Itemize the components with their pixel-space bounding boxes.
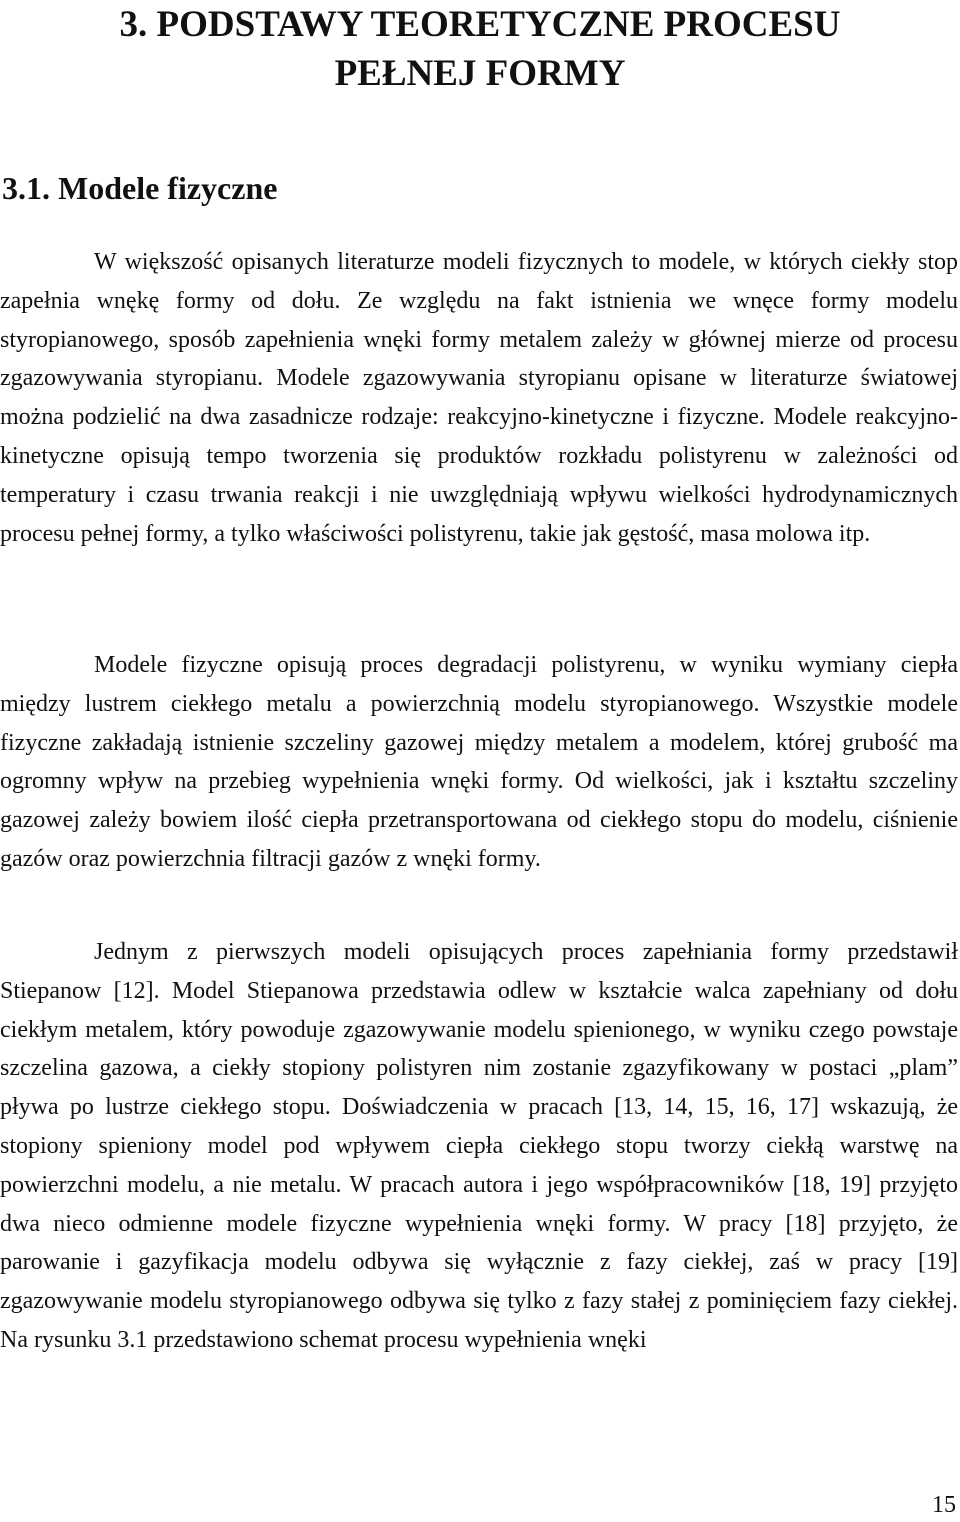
paragraph-2: Modele fizyczne opisują proces degradacji polistyrenu, w wyniku wymiany ciepła między lustrem ciekłego metalu a powierzchnią modelu styropianowego. Wszystkie modele fizyczne zakładają istnienie szczeliny gazowej między metalem a modelem, której grubość ma ogromny wpływ na przebieg wypełnienia wnęki formy. Od wielkości, jak i kształtu szczeliny gazowej zależy bowiem ilość ciepła przetransportowana od ciekłego stopu do modelu, ciśnienie gazów oraz powierzchnia filtracji gazów z wnęki formy.	[0, 652, 958, 872]
chapter-title	[0, 0, 960, 98]
page-number: 15	[932, 1492, 956, 1518]
paragraph-1: W większość opisanych literaturze modeli fizycznych to modele, w których ciekły stop zapełnia wnękę formy od dołu. Ze względu na fakt istnienia we wnęce formy modelu styropianowego, sposób zapełnienia wnęki formy metalem zależy w głównej mierze od procesu zgazowywania styropianu. Modele zgazowywania styropianu opisane w literaturze światowej można podzielić na dwa zasadnicze rodzaje: reakcyjno-kinetyczne i fizyczne. Modele reakcyjno-kinetyczne opisują tempo tworzenia się produktów rozkładu polistyrenu w zależności od temperatury i czasu trwania reakcji i nie uwzględniają wpływu wielkości hydrodynamicznych procesu pełnej formy, a tylko właściwości polistyrenu, takie jak gęstość, masa molowa itp.	[0, 249, 958, 547]
chapter-title-line-1: 3. PODSTAWY TEORETYCZNE PROCESU	[119, 4, 841, 45]
paragraph-3: Jednym z pierwszych modeli opisujących proces zapełniania formy przedstawił Stiepanow [12]. Model Stiepanowa przedstawia odlew w kształcie walca zapełniany od dołu ciekłym metalem, który powoduje zgazowywanie modelu spienionego, w wyniku czego powstaje szczelina gazowa, a ciekły stopiony polistyren nim zostanie zgazyfikowany w postaci „plam” pływa po lustrze ciekłego stopu. Doświadczenia w pracach [13, 14, 15, 16, 17] wskazują, że stopiony spieniony model pod wpływem ciepła ciekłego stopu tworzy ciekłą warstwę na powierzchni modelu, a nie metalu. W pracach autora i jego współpracowników [18, 19] przyjęto dwa nieco odmienne modele fizyczne wypełnienia wnęki formy. W pracy [18] przyjęto, że parowanie i gazyfikacja modelu odbywa się wyłącznie z fazy ciekłej, zaś w pracy [19] zgazowywanie modelu styropianowego odbywa się tylko z fazy stałej z pominięciem fazy ciekłej. Na rysunku 3.1 przedstawiono schemat procesu wypełnienia wnęki	[0, 939, 958, 1353]
section-title: 3.1. Modele fizyczne	[2, 170, 278, 206]
chapter-title-line-2: PEŁNEJ FORMY	[334, 53, 626, 94]
